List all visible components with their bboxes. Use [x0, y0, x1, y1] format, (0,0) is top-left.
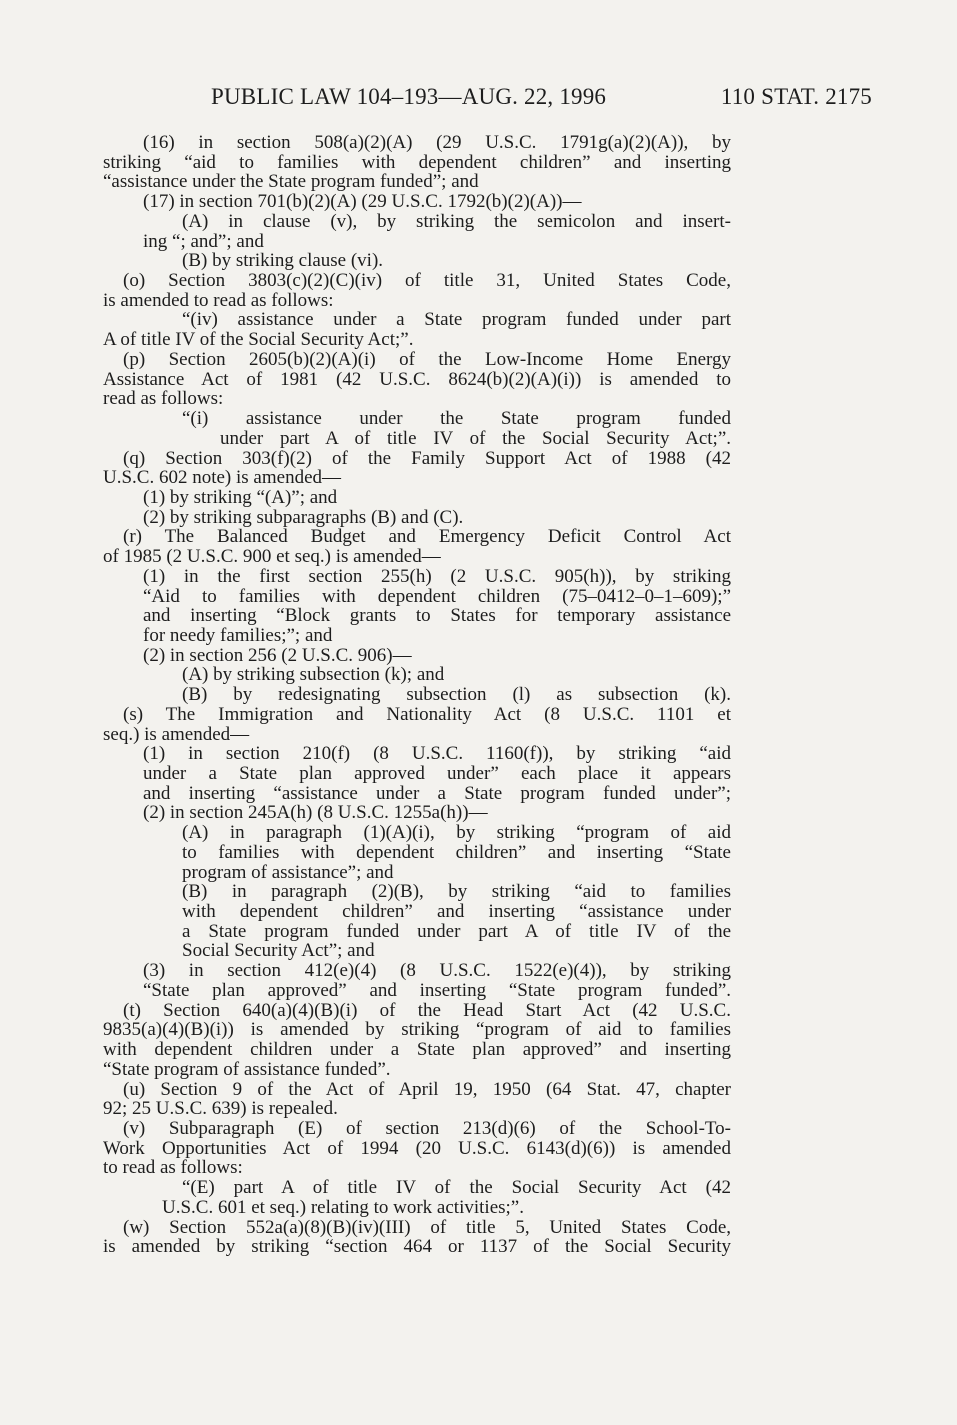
- text-line: striking “aid to families with dependent children” and inserting: [103, 151, 731, 173]
- text-line: program of assistance”; and: [182, 861, 394, 883]
- text-line: Assistance Act of 1981 (42 U.S.C. 8624(b)(2)(A)(i)) is amended to: [103, 368, 731, 390]
- text-line: ing “; and”; and: [143, 230, 264, 252]
- text-line: “State plan approved” and inserting “State program funded”.: [143, 979, 731, 1001]
- text-line: “State program of assistance funded”.: [103, 1058, 391, 1080]
- text-line: (q) Section 303(f)(2) of the Family Support Act of 1988 (42: [123, 447, 731, 469]
- text-line: (o) Section 3803(c)(2)(C)(iv) of title 31, United States Code,: [123, 270, 731, 292]
- text-line: (A) in paragraph (1)(A)(i), by striking “program of aid: [182, 822, 731, 844]
- text-line: (2) in section 245A(h) (8 U.S.C. 1255a(h))—: [143, 802, 488, 824]
- text-line: (B) in paragraph (2)(B), by striking “aid to families: [182, 881, 731, 903]
- text-line: a State program funded under part A of title IV of the: [182, 920, 731, 942]
- text-line: read as follows:: [103, 388, 224, 410]
- text-line: of 1985 (2 U.S.C. 900 et seq.) is amended—: [103, 546, 441, 568]
- text-line: (A) by striking subsection (k); and: [182, 664, 445, 686]
- text-line: for needy families;”; and: [143, 624, 333, 646]
- text-line: (1) by striking “(A)”; and: [143, 486, 338, 508]
- text-line: 92; 25 U.S.C. 639) is repealed.: [103, 1098, 338, 1120]
- text-line: with dependent children under a State plan approved” and inserting: [103, 1039, 731, 1061]
- text-line: (p) Section 2605(b)(2)(A)(i) of the Low-Income Home Energy: [123, 348, 731, 370]
- text-line: A of title IV of the Social Security Act;”.: [103, 329, 414, 351]
- text-line: (2) by striking subparagraphs (B) and (C).: [143, 506, 464, 528]
- text-line: (t) Section 640(a)(4)(B)(i) of the Head Start Act (42 U.S.C.: [123, 999, 731, 1021]
- text-line: (17) in section 701(b)(2)(A) (29 U.S.C. 1792(b)(2)(A))—: [143, 191, 582, 213]
- text-line: (B) by redesignating subsection (l) as subsection (k).: [182, 684, 731, 706]
- text-line: to read as follows:: [103, 1157, 243, 1179]
- text-line: (A) in clause (v), by striking the semicolon and insert-: [182, 210, 731, 232]
- text-line: (u) Section 9 of the Act of April 19, 1950 (64 Stat. 47, chapter: [123, 1078, 731, 1100]
- text-line: under part A of title IV of the Social Security Act;”.: [220, 427, 731, 449]
- text-line: (1) in section 210(f) (8 U.S.C. 1160(f)), by striking “aid: [143, 743, 731, 765]
- text-line: Social Security Act”; and: [182, 940, 375, 962]
- text-line: (v) Subparagraph (E) of section 213(d)(6) of the School-To-: [123, 1117, 731, 1139]
- text-line: with dependent children” and inserting “assistance under: [182, 901, 731, 923]
- page-number: 110 STAT. 2175: [720, 84, 872, 109]
- text-line: to families with dependent children” and inserting “State: [182, 841, 731, 863]
- text-line: (16) in section 508(a)(2)(A) (29 U.S.C. 1791g(a)(2)(A)), by: [143, 132, 731, 153]
- text-line: (w) Section 552a(a)(8)(B)(iv)(III) of title 5, United States Code,: [123, 1216, 731, 1238]
- text-line: Work Opportunities Act of 1994 (20 U.S.C. 6143(d)(6)) is amended: [103, 1137, 731, 1159]
- document-body: [0, 133, 731, 1257]
- text-line: (1) in the first section 255(h) (2 U.S.C. 905(h)), by striking: [143, 565, 731, 587]
- text-line: “(E) part A of title IV of the Social Security Act (42: [182, 1177, 731, 1199]
- text-line: “assistance under the State program funded”; and: [103, 171, 479, 193]
- text-line: “(i) assistance under the State program funded: [182, 408, 731, 430]
- text-line: (2) in section 256 (2 U.S.C. 906)—: [143, 644, 412, 666]
- text-line: and inserting “assistance under a State program funded under”;: [143, 782, 731, 804]
- text-line: is amended by striking “section 464 or 1137 of the Social Security: [103, 1236, 731, 1258]
- text-line: is amended to read as follows:: [103, 289, 334, 311]
- text-line: (s) The Immigration and Nationality Act (8 U.S.C. 1101 et: [123, 703, 731, 725]
- text-line: U.S.C. 602 note) is amended—: [103, 467, 342, 489]
- text-line: 9835(a)(4)(B)(i)) is amended by striking “program of aid to families: [103, 1019, 731, 1041]
- text-line: and inserting “Block grants to States for temporary assistance: [143, 605, 731, 627]
- text-line: seq.) is amended—: [103, 723, 250, 745]
- text-line: (r) The Balanced Budget and Emergency Deficit Control Act: [123, 526, 731, 548]
- text-line: U.S.C. 601 et seq.) relating to work activities;”.: [162, 1196, 524, 1218]
- text-line: under a State plan approved under” each place it appears: [143, 763, 731, 784]
- text-line: (B) by striking clause (vi).: [182, 250, 384, 272]
- text-line: “(iv) assistance under a State program funded under part: [182, 309, 731, 331]
- text-line: (3) in section 412(e)(4) (8 U.S.C. 1522(e)(4)), by striking: [143, 960, 731, 982]
- running-header-title: PUBLIC LAW 104–193—AUG. 22, 1996: [211, 84, 607, 109]
- text-line: “Aid to families with dependent children (75–0412–0–1–609);”: [143, 585, 731, 607]
